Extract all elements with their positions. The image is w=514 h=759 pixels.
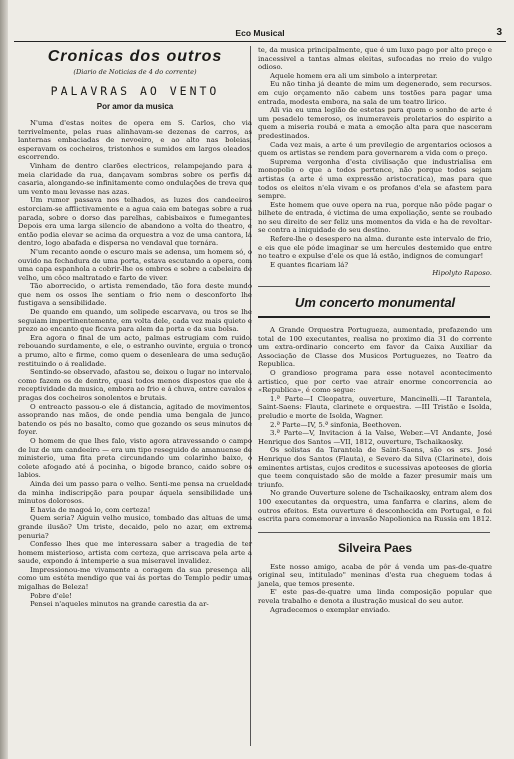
source-note: (Diario de Noticias de 4 do corrente) — [73, 68, 197, 76]
article-subtitle: Por amor da musica — [96, 102, 174, 111]
section-title-silveira: Silveira Paes — [337, 540, 413, 555]
right-paragraph: Suprema vergonha d'esta civilisação que industrialisa em monopolio o que a todos pertence, não porque todos sejam artistas (a arte é uma expressão aristocratica), mas para que todos os eleitos n'ela vivam e os profanos d'ela se afastem para sempre. — [258, 157, 492, 201]
left-paragraph: Era agora o final de um acto, palmas estrugiam com ruido. rebouando surdamente, e ele, o estranho ouvinte, erguia o tronco a prumo, alto e firme, como quem o desenleara de uma sedução, restituindo o á realidade. — [18, 333, 252, 368]
left-paragraph: Pensei n'aqueles minutos na grande carestia da ar- — [30, 600, 209, 609]
left-paragraph: Pobre d'ele! — [30, 591, 72, 600]
silveira-paragraph: Agradecemos o exemplar enviado. — [270, 605, 391, 614]
right-paragraph: Eu não tinha já deante de mim um degenerado, sem recursos. em cujo orçamento não cabem uns tostões para pagar uma entrada, modesta embora, na sala de um teatro lirico. — [258, 80, 492, 106]
page-binding-edge — [0, 0, 8, 759]
right-paragraph: Ali via eu uma legião de estetas para quem o sonho de arte é um pesadelo temeroso, os inumeraveis proletarios do espirito a quem a miseria roubá e mata a emoção alta para que nasceram predestinados. — [258, 106, 492, 140]
section-title-concerto: Um concerto monumental — [294, 295, 456, 311]
left-paragraph: O entreacto passou-o ele á distancia, agitado de movimentos, assoprando nas mãos, de onde pendia uma bengala de junco, batendo os pés no basalto, como que gozando os seus minutos de foyer. — [18, 402, 252, 437]
left-column — [18, 46, 252, 609]
silveira-paragraph: E' este pas-de-quatre uma linda composição popular que revela trabalho e denota a ilustração musical do seu autor. — [258, 588, 492, 606]
concert-program-item: 1.ª Parte—I Cleopatra, ouverture, Mancinelli.—II Tarantela, Saint-Saens: Flauta, clarinete e orquestra. —III Tristão e Isolda, preludio e morte de Isolda, Wagner. — [258, 394, 492, 420]
header-rule — [14, 41, 506, 42]
left-paragraph: Um rumor passava nos telhados, as luzes dos candeeiros estorciam-se afflictivamente e a agua caia em bategas sobre a rua parada, sobre o dorso das parelhas, cabisbaixos e fumegantes. Depois era uma larga silencio de abandono a volta do theatro, e então podia elevar se acima da orquestra a voz de uma cantora, lá dentro, logo abafada e dispersa no vendaval que tornára. — [18, 196, 252, 248]
right-paragraph: te, da musica principalmente, que é um luxo pago por alto preço e inacessivel a tantas almas eleitas, sufocadas no rreio do vulgo odioso. — [258, 46, 492, 72]
left-paragraph: Quem seria? Aiguin velho musico, tombado das altuas de uma grande ilusão? Um triste, decaido, pelo no azar, em extrema penuria? — [18, 514, 252, 540]
left-paragraph: E havia de magoá lo, com certeza! — [30, 505, 151, 514]
concert-paragraph: A Grande Orquestra Portugueza, aumentada, prefazendo um total de 100 executantes, realisa no proximo dia 31 do corrente um extra-ordinario concerto em favor da Caixa Auxiliar da Associação de Classe dos Musicos Portuguezes, no Teatro da Republica. — [258, 326, 492, 369]
right-paragraph: Este homem que ouve opera na rua, porque não pôde pagar o bilhete de entrada, é victima de uma expoliação, sente se roubado no seu direito de ser feliz uns momentos da vida e ha de revoltar-se contra a iniquidade do seu destino. — [258, 200, 492, 235]
left-paragraph: N'um recanto aonde o escuro mais se adensa, um homem só, o ouvido na fechadura de uma porta, estava escutando a opera, com uma capa espanhola a cobrir-lhe os ombros e sobre a cabeleira de velho, um côco maltratado e farto de viver. — [18, 247, 252, 282]
header-title: Eco Musical — [235, 28, 285, 38]
left-paragraph: De quando em quando, um solipede escarvava, ou tros se lhe seguiam impertinentemente, em volta dele, cada vez mais quieto e prezo ao encanto que ficava para alem da porta e da sua bolsa. — [18, 308, 252, 334]
page-header — [14, 28, 506, 40]
concert-program-item: 2.ª Parte—IV, 5.ª sinfonia, Beethoven. — [270, 420, 402, 429]
author-signature: Hipolyto Raposo. — [432, 269, 492, 278]
left-paragraph: O homem de que lhes falo, visto agora atravessando o campo de luz de um candeeiro — era um tipo reseguido de amanuense de ministerio, uma fita preta circundando um colarinho baixo, o colete afogado até á pocinha, o bigode branco, caido sobre os labios. — [18, 436, 252, 480]
right-paragraph: Cada vez mais, a arte é um previlegio de argentarios ociosos a quem os artistas se rendem para governarem a vida com o preço. — [258, 140, 492, 158]
left-paragraph: Ainda dei um passo para o velho. Senti-me pensa na crueldade da minha indiscripção para poupar áquela sensibilidade uns minutos dolorosos. — [18, 479, 252, 506]
left-paragraph: Tão aborrecido, o artista remendado, tão fora deste mundo que nem os ossos lhe sentiam o frio nem o desconforto lhe fustigava a sensibilidade. — [18, 282, 252, 308]
section-rule-thick — [258, 316, 490, 318]
page-number: 3 — [496, 27, 502, 38]
concert-program-item: 3.ª Parte—V, Invitacion á la Valse, Weber.—VI Andante, José Henrique dos Santos —VII, 1812, ouverture, Tschaikaosky. — [258, 429, 492, 446]
left-paragraph: N'uma d'estas noites de opera em S. Carlos, cho via terrivelmente, pelas ruas alinhavam-se dezenas de carros, as lanternas embaciadas de nevoeiro, e ao alto nas boleias, esperavam os cocheiros, tristonhos e sumidos em largos oleados, escorrendo. — [18, 119, 252, 162]
left-paragraph: Sentindo-se observado, afastou se, deixou o lugar no intervalo, como fazem os de dentro, quasi todos menos dispostos que ele á receptividade da musica, embora ao frio e á chuva, entre cavalos e pragas dos cocheiros sonolentos e brutais. — [18, 368, 253, 402]
section-title-cronicas: Cronicas dos outros — [47, 48, 223, 65]
silveira-paragraph: Este nosso amigo, acaba de pôr á venda um pas-de-quatre original seu, intitulado" meninas d'esta rua cheguem todas á janela, que temos presente. — [258, 562, 492, 588]
left-paragraph: Confesso lhes que me interessara saber a tragedia de ter homem misterioso, artista com certeza, que arriscava pela arte a saude, expondo á intemperie a sua miseravel invalidez. — [18, 540, 252, 566]
right-paragraph: Refere-lhe o desespero na alma. durante este intervalo de frio, e eis que ele póde imaginar se um hercules destemido que entre no teatro e expulse d'ele os que lá estão, indignos de comungar! — [258, 235, 492, 261]
concert-paragraph: Os solistas da Tarantela de Saint-Saens, são os srs. José Henrique dos Santos (Flauta), e Severo da Silva (Clarinete), dois eminentes artistas, cujos creditos e sucessivas apoteoses de gloria que teem conquistado são de molde a fazer presumir mais um triunfo. — [258, 446, 492, 489]
right-column — [258, 46, 492, 614]
left-paragraph: Impressionou-me vivamente a coragem da sua presença ali, como um estéta mendigo que vai ás portas do Templo pedir umas migalhas de Beleza! — [18, 565, 252, 592]
section-rule — [258, 286, 490, 287]
right-paragraph: Aquele homem era ali um simbolo a interpretar. — [270, 71, 438, 80]
concert-paragraph: No grande Ouverture solene de Tschaikaosky, entram alem dos 100 executantes da orquestra, uma fanfarra e clarins, alem de outros efeitos. Esta ouverture é desconhecida em Portugal, e foi escrita para comemorar a invasão Napolionica na Russia em 1812. — [258, 489, 492, 524]
article-title-palavras: PALAVRAS AO VENTO — [50, 84, 220, 98]
section-rule — [258, 532, 490, 533]
concert-paragraph: O grandioso programa para esse notavel acontecimento artistico, que por certo vae atrair enorme concorrencia ao «Republica», é como segue: — [258, 369, 492, 395]
left-paragraph: Vinham de dentro clarões electricos, relampejando para a meia claridade da rua, dançavam sombras sobre os perfis da casaria, alongando-se infinitamente como ondulações de treva que um vento mau levasse nas azas. — [18, 161, 252, 196]
right-paragraph: E quantes ficariam lá? — [270, 260, 349, 269]
